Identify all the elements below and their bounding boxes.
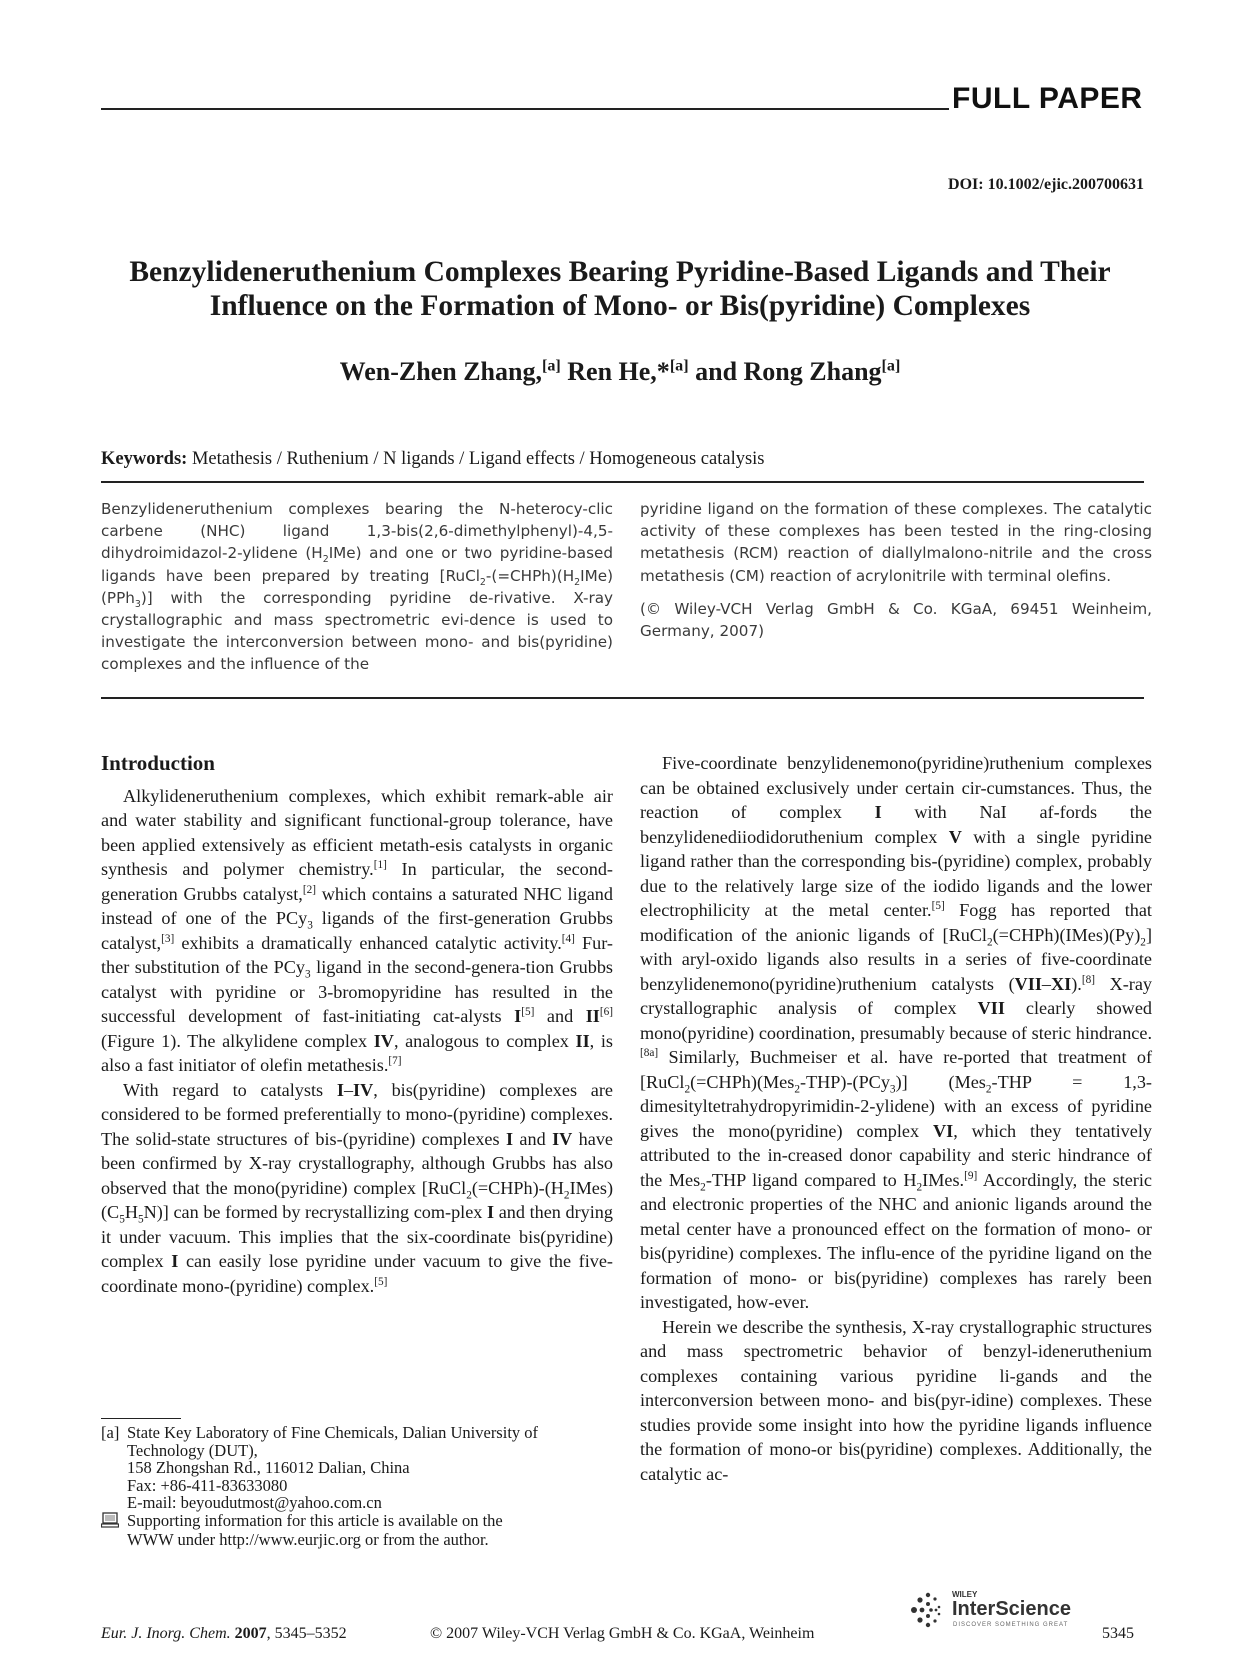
logo-publisher: WILEY [952, 1590, 978, 1599]
journal-year: 2007 [234, 1625, 267, 1642]
paragraph: With regard to catalysts I–IV, bis(pyridine) complexes are considered to be formed preferentially to mono-(pyridine) complexes. The solid-state structures of bis-(pyridine) complexes I and IV have been confirmed by X-ray crystallography, although Grubbs has also observed that the mono(pyridine) complex $[RuCl_2(=CHPh)-(H_2IMes)(C_5H_5N)]$ can be formed by recrystallizing com-plex I and then drying it under vacuum. This implies that the six-coordinate bis(pyridine) complex I can easily lose pyridine under vacuum to give the five-coordinate mono-(pyridine) complex.[5] [101, 1079, 613, 1296]
abstract-bottom-rule [101, 697, 1144, 699]
footnote-line: State Key Laboratory of Fine Chemicals, Dalian University of [127, 1423, 539, 1442]
doi[interactable]: DOI: 10.1002/ejic.200700631 [948, 176, 1144, 193]
abstract-left [101, 498, 613, 676]
globe-icon [906, 1590, 948, 1630]
footnote-line: Technology (DUT), [127, 1440, 258, 1460]
footer-copyright: © 2007 Wiley-VCH Verlag GmbH & Co. KGaA, Weinheim [430, 1625, 815, 1642]
logo-tagline: DISCOVER SOMETHING GREAT [953, 1622, 1069, 1628]
abstract-text-left: Benzylideneruthenium complexes bearing the N-heterocy-clic carbene (NHC) ligand 1,3-bis(2,6-dimethylphenyl)-4,5-dihydroimidazol-2-ylidene $(H_2IMe)$ and one or two pyridine-based ligands have been prepared by treating $[RuCl_2-(=CHPh)(H_2IMe)(PPh_3)]$ with the corresponding pyridine de-rivative. X-ray crystallographic and mass spectrometric evi-dence is used to investigate the interconversion between mono- and bis(pyridine) complexes and the influence of the [101, 500, 613, 674]
abstract-right [640, 498, 1152, 642]
computer-icon [101, 1512, 127, 1532]
abstract-copyright: (© Wiley-VCH Verlag GmbH & Co. KGaA, 69451 Weinheim, Germany, 2007) [640, 599, 1152, 641]
header-rule [101, 108, 949, 110]
author-affiliation: [a] [541, 357, 561, 375]
supporting-info-link[interactable]: WWW under http://www.eurjic.org or from the author. [127, 1530, 489, 1549]
paragraph: Herein we describe the synthesis, X-ray crystallographic structures and mass spectrometric behavior of benzyl-ideneruthenium complexes containing various pyridine li-gands and the interconversion between mono- and bis(pyr-idine) complexes. These studies provide some insight into how the pyridine ligands influence the formation of mono-or bis(pyridine) complexes. Additionally, the catalytic ac- [640, 1316, 1152, 1484]
footnote [101, 1424, 613, 1549]
author-affiliation: [a] [669, 357, 689, 375]
footnote-label: [a] [101, 1423, 120, 1442]
journal-name: Eur. J. Inorg. Chem. [101, 1625, 231, 1642]
title-line-2: Influence on the Formation of Mono- or Bis(pyridine) Complexes [209, 290, 1031, 322]
logo-wordmark: InterScience [952, 1598, 1071, 1620]
footnote-email[interactable]: E-mail: beyoudutmost@yahoo.com.cn [127, 1493, 382, 1512]
abstract-top-rule [101, 481, 1144, 483]
title-line-1: Benzylideneruthenium Complexes Bearing Pyridine-Based Ligands and Their [129, 256, 1111, 288]
footnote-rule [101, 1418, 181, 1419]
author-name: Rong Zhang [743, 357, 882, 386]
keywords-list: Metathesis / Ruthenium / N ligands / Ligand effects / Homogeneous catalysis [191, 449, 765, 469]
article-title [100, 255, 1140, 323]
author-name: Wen-Zhen Zhang, [339, 357, 542, 386]
journal-pages: , 5345–5352 [266, 1625, 347, 1642]
footer-citation [101, 1625, 347, 1643]
page-number: 5345 [1102, 1625, 1134, 1642]
section-label: FULL PAPER [952, 82, 1143, 115]
author-list [100, 357, 1140, 387]
interscience-logo[interactable] [906, 1590, 1076, 1634]
supporting-info-line: Supporting information for this article is available on the [127, 1510, 503, 1530]
keywords-label: Keywords: [101, 449, 188, 469]
paragraph: Five-coordinate benzylidenemono(pyridine)ruthenium complexes can be obtained exclusively under certain cir-cumstances. Thus, the reaction of complex I with NaI af-fords the benzylidenediiodidoruthenium complex V with a single pyridine ligand rather than the corresponding bis-(pyridine) complex, probably due to the relatively large size of the iodido ligands and the lower electrophilicity at the metal center.[5] Fogg has reported that modification of the anionic ligands of $[RuCl_2(=CHPh)(IMes)(Py)_2]$ with aryl-oxido ligands also results in a series of five-coordinate benzylidenemono(pyridine)ruthenium catalysts (VII–XI).[8] X-ray crystallographic analysis of complex VII clearly showed mono(pyridine) coordination, presumably because of steric hindrance.[8a] Similarly, Buchmeiser et al. have re-ported that treatment of [RuCl$_2$(=CHPh)(Mes$_2$-THP)-(PCy$_3$)] (Mes$_2$-THP = 1,3-dimesityltetrahydropyrimidin-2-ylidene) with an excess of pyridine gives the mono(pyridine) complex VI, which they tentatively attributed to the in-creased donor capability and steric hindrance of the Mes$_2$-THP ligand compared to $H_2IMes.[9]$ Accordingly, the steric and electronic properties of the NHC and anionic ligands around the metal center have a pronounced effect on the formation of mono- or bis(pyridine) complexes. The influ-ence of the pyridine ligand on the formation of mono- or bis(pyridine) complexes has rarely been investigated, how-ever. [640, 753, 1152, 1312]
body-column-left [101, 751, 613, 1298]
footnote-line: Fax: +86-411-83633080 [127, 1475, 288, 1495]
paragraph: Alkylideneruthenium complexes, which exhibit remark-able air and water stability and significant functional-group tolerance, have been applied extensively as efficient metath-esis catalysts in organic synthesis and polymer chemistry.[1] In particular, the second-generation Grubbs catalyst,[2] which contains a saturated NHC ligand instead of one of the PCy$_3$ ligands of the first-generation Grubbs catalyst,[3] exhibits a dramatically enhanced catalytic activity.[4] Fur-ther substitution of the PCy$_3$ ligand in the second-genera-tion Grubbs catalyst with pyridine or 3-bromopyridine has resulted in the successful development of fast-initiating cat-alysts I[5] and II[6] (Figure 1). The alkylidene complex IV, analogous to complex II, is also a fast initiator of olefin metathesis.[7] [101, 785, 614, 1075]
author-affiliation: [a] [881, 357, 901, 375]
abstract-text-right: pyridine ligand on the formation of these complexes. The catalytic activity of these complexes has been tested in the ring-closing metathesis (RCM) reaction of diallylmalono-nitrile and the cross metathesis (CM) reaction of acrylonitrile with terminal olefins. [640, 500, 1152, 585]
footnote-line: 158 Zhongshan Rd., 116012 Dalian, China [127, 1458, 410, 1477]
section-heading-introduction: Introduction [101, 751, 215, 775]
keywords [101, 449, 765, 470]
author-joiner: and [695, 357, 738, 386]
body-column-right [640, 751, 1152, 1486]
author-name: Ren He,* [567, 357, 670, 386]
